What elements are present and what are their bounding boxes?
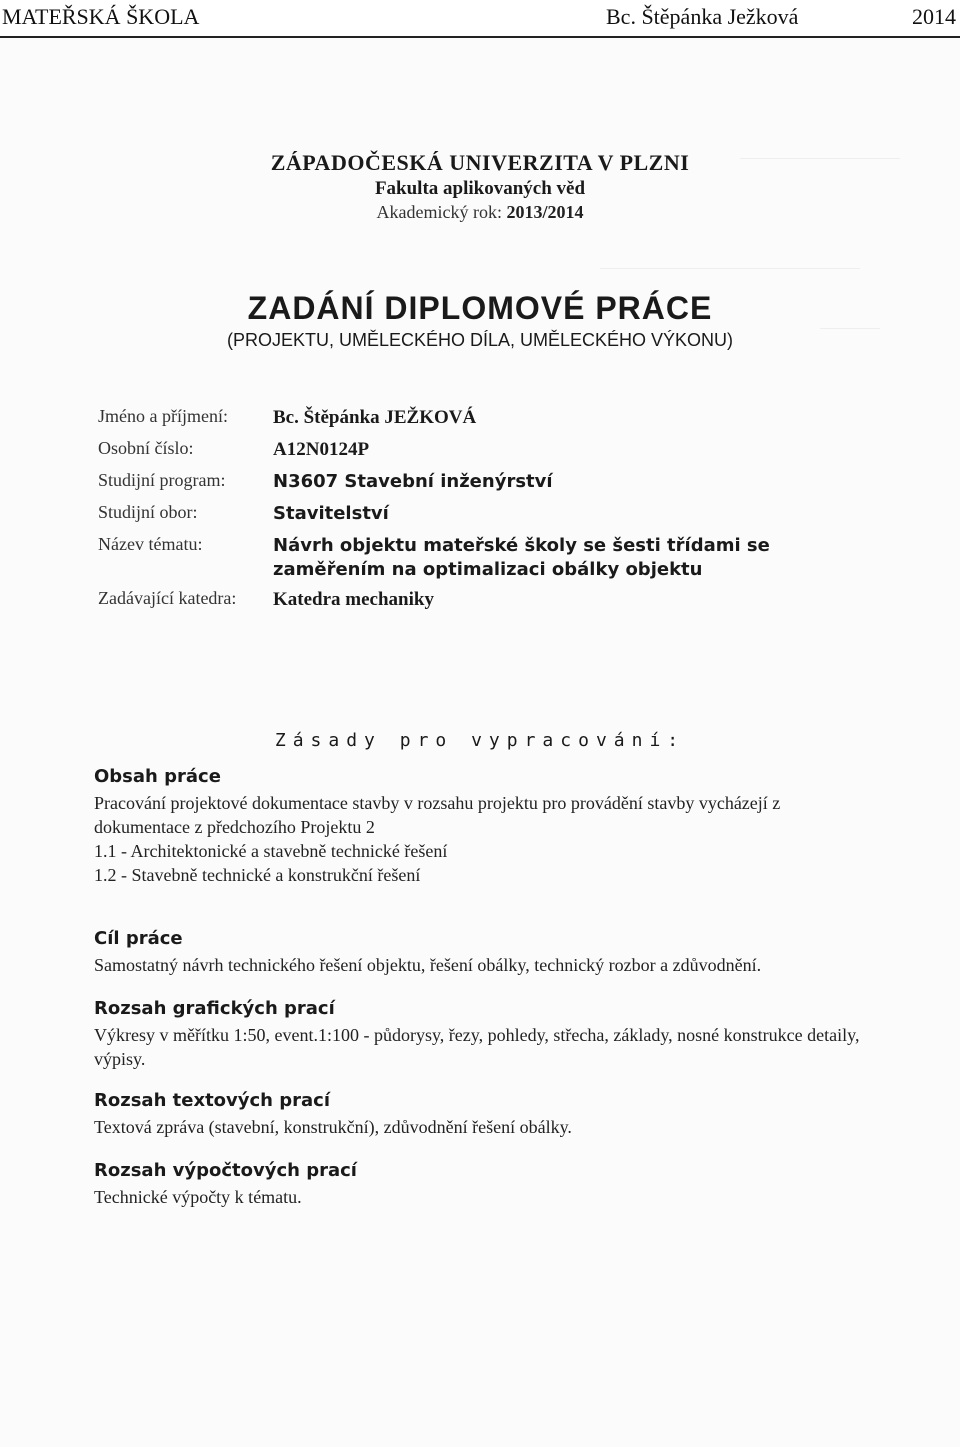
academic-year [0,202,960,223]
section-graphic [94,998,874,1071]
section-line: 1.1 - Architektonické a stavebně technické řešení [94,841,448,861]
info-row-name [98,406,878,432]
info-label: Jméno a příjmení: [98,406,228,426]
info-label: Osobní číslo: [98,438,194,458]
academic-year-value: 2013/2014 [506,202,584,222]
principles-heading: Zásady pro vypracování: [274,730,686,751]
page-header [0,0,960,38]
document-subtitle: (PROJEKTU, UMĚLECKÉHO DÍLA, UMĚLECKÉHO VÝKONU) [226,330,734,350]
section-line: 1.2 - Stavebně technické a konstrukční řešení [94,865,421,885]
info-label: Studijní obor: [98,502,198,522]
document-title: ZADÁNÍ DIPLOMOVÉ PRÁCE [247,290,713,326]
section-line: Technické výpočty k tématu. [94,1187,302,1207]
info-value: A12N0124P [273,439,370,460]
section-line: Pracování projektové dokumentace stavby v rozsahu projektu pro provádění stavby vycházejí z dokumentace z předchozího Projektu 2 [94,793,781,837]
info-row-number [98,438,878,464]
section-line: Výkresy v měřítku 1:50, event.1:100 - půdorysy, řezy, pohledy, střecha, základy, nosné konstrukce detaily, výpisy. [94,1025,860,1069]
info-row-topic [98,534,878,582]
info-label: Zadávající katedra: [98,588,237,608]
section-text [94,1090,874,1139]
student-info [98,406,878,614]
info-value: Katedra mechaniky [273,589,434,610]
section-heading: Cíl práce [94,928,183,949]
section-heading: Rozsah grafických prací [94,998,335,1019]
header-year: 2014 [912,4,956,29]
section-line: Samostatný návrh technického řešení objektu, řešení obálky, technický rozbor a zdůvodnění. [94,955,762,975]
section-content [94,766,874,887]
academic-year-label: Akademický rok: [376,202,502,222]
info-row-department [98,588,878,614]
info-value: N3607 Stavební inženýrství [273,471,553,492]
info-label: Název tématu: [98,534,203,554]
info-value: Bc. Štěpánka JEŽKOVÁ [273,407,477,428]
faculty-name: Fakulta aplikovaných věd [374,178,586,199]
info-value: Návrh objektu mateřské školy se šesti třídami se zaměřením na optimalizaci obálky objektu [273,535,770,580]
university-name: ZÁPADOČESKÁ UNIVERZITA V PLZNI [270,150,690,175]
section-goal [94,928,874,977]
section-heading: Rozsah výpočtových prací [94,1160,357,1181]
info-row-field [98,502,878,528]
section-heading: Rozsah textových prací [94,1090,331,1111]
header-author: Bc. Štěpánka Ježková [606,4,799,29]
info-row-program [98,470,878,496]
section-calc [94,1160,874,1209]
info-value: Stavitelství [273,503,389,524]
scanned-page [0,38,960,1447]
section-line: Textová zpráva (stavební, konstrukční), zdůvodnění řešení obálky. [94,1117,572,1137]
info-label: Studijní program: [98,470,226,490]
show-through-line [600,268,860,270]
header-title: MATEŘSKÁ ŠKOLA [2,4,200,29]
section-heading: Obsah práce [94,766,221,787]
